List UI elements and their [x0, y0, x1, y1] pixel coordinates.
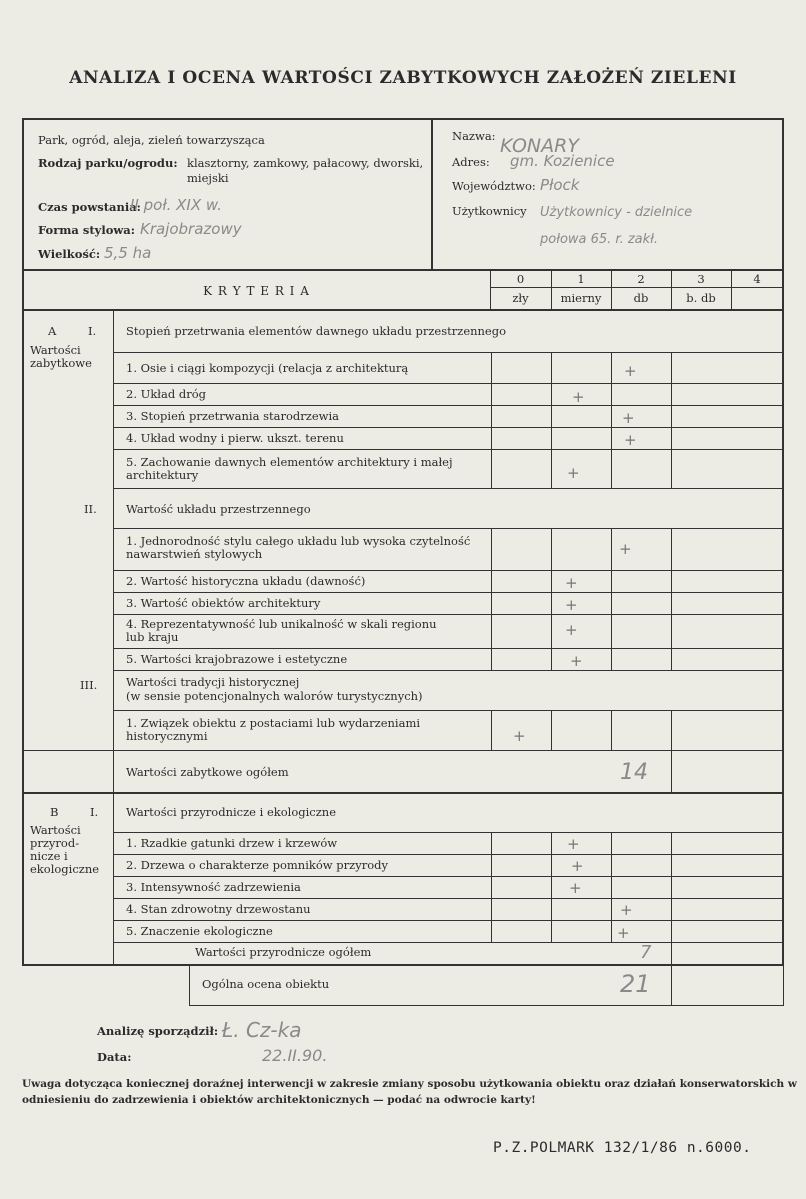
section-a-g3-title-2: (w sensie potencjonalnych walorów turystycznych) — [126, 689, 423, 703]
name-label: Nazwa: — [452, 129, 496, 143]
tick-mark: + — [571, 857, 584, 875]
park-kind-options-2: miejski — [187, 171, 229, 185]
score-4: 4 — [753, 272, 761, 286]
tick-mark: + — [569, 879, 582, 897]
section-a-name-1: Wartości — [30, 343, 81, 357]
tick-mark: + — [617, 924, 630, 942]
tick-mark: + — [619, 540, 632, 558]
a3-item-1: 1. Związek obiektu z postaciami lub wydarzeniami historycznymi — [126, 716, 421, 743]
a1-item-3: 3. Stopień przetrwania starodrzewia — [126, 409, 339, 423]
tick-mark: + — [565, 574, 578, 592]
grade-3: b. db — [686, 291, 716, 305]
section-a-letter: A — [48, 324, 57, 338]
users-value-2: połowa 65. r. zakł. — [540, 232, 659, 247]
b1-item-3: 3. Intensywność zadrzewienia — [126, 880, 301, 894]
style-label: Forma stylowa: — [38, 223, 135, 237]
section-a-name-2: zabytkowe — [30, 356, 92, 370]
tick-mark: + — [565, 621, 578, 639]
section-b-name-1: Wartości — [30, 823, 81, 837]
b1-item-5: 5. Znaczenie ekologiczne — [126, 924, 273, 938]
a1-item-1: 1. Osie i ciągi kompozycji (relacja z architekturą — [126, 361, 409, 375]
tick-mark: + — [624, 431, 637, 449]
score-1: 1 — [577, 272, 585, 286]
b1-item-2: 2. Drzewa o charakterze pomników przyrody — [126, 858, 388, 872]
section-a-g2-num: II. — [84, 502, 97, 516]
section-b-letter: B — [50, 805, 59, 819]
grade-0: zły — [512, 291, 529, 305]
prepared-label: Analizę sporządził: — [97, 1024, 219, 1038]
park-type-label: Park, ogród, aleja, zieleń towarzysząca — [38, 133, 265, 147]
size-value: 5,5 ha — [104, 244, 152, 262]
b-total-value: 7 — [640, 942, 652, 963]
a-total-label: Wartości zabytkowe ogółem — [126, 765, 289, 779]
criteria-label: K R Y T E R I A — [203, 284, 310, 298]
b1-item-1: 1. Rzadkie gatunki drzew i krzewów — [126, 836, 338, 850]
a-total-value: 14 — [620, 760, 648, 785]
address-value: gm. Kozienice — [510, 152, 615, 170]
tick-mark: + — [513, 727, 526, 745]
score-0: 0 — [516, 272, 525, 286]
form-title: ANALIZA I OCENA WARTOŚCI ZABYTKOWYCH ZAŁOŻEŃ ZIELENI — [69, 68, 737, 88]
section-a-g3-title-1: Wartości tradycji historycznej — [126, 675, 300, 689]
section-a-g1-num: I. — [88, 324, 97, 338]
a2-item-5: 5. Wartości krajobrazowe i estetyczne — [126, 652, 348, 666]
a2-item-1: 1. Jednorodność stylu całego układu lub wysoka czytelność nawarstwień stylowych — [126, 534, 471, 561]
address-label: Adres: — [452, 155, 490, 169]
date-label: Data: — [97, 1050, 132, 1064]
section-a-g2-title: Wartość układu przestrzennego — [126, 502, 311, 516]
section-b-name-4: ekologiczne — [30, 862, 100, 876]
overall-value: 21 — [620, 970, 651, 998]
tick-mark: + — [624, 362, 637, 380]
a1-item-5: 5. Zachowanie dawnych elementów architektury i małej architektury — [126, 455, 453, 482]
overall-label: Ogólna ocena obiektu — [202, 977, 330, 991]
park-kind-options-1: klasztorny, zamkowy, pałacowy, dworski, — [187, 156, 424, 170]
name-value: KONARY — [500, 135, 579, 157]
size-label: Wielkość: — [38, 247, 101, 261]
footer-note: Uwaga dotycząca koniecznej doraźnej interwencji w zakresie zmiany sposobu użytkowania obiektu oraz działań konserwatorskich w odniesieniu do zadrzewienia i obiektów architektonicznych — podać na odwrocie karty! — [22, 1078, 797, 1106]
a2-item-2: 2. Wartość historyczna układu (dawność) — [126, 574, 366, 588]
tick-mark: + — [622, 409, 635, 427]
voivodeship-value: Płock — [540, 176, 580, 194]
a1-item-4: 4. Układ wodny i pierw. ukszt. terenu — [126, 431, 344, 445]
tick-mark: + — [567, 464, 580, 482]
score-2: 2 — [637, 272, 645, 286]
a2-item-4: 4. Reprezentatywność lub unikalność w skali regionu lub kraju — [126, 617, 437, 644]
tick-mark: + — [570, 652, 583, 670]
date-value: 22.II.90. — [262, 1046, 328, 1065]
users-label: Użytkownicy — [452, 204, 527, 218]
section-b-g1-num: I. — [90, 805, 99, 819]
tick-mark: + — [567, 835, 580, 853]
era-value: II poł. XIX w. — [130, 196, 222, 214]
style-value: Krajobrazowy — [140, 220, 242, 238]
park-kind-label: Rodzaj parku/ogrodu: — [38, 156, 178, 170]
prepared-signature: Ł. Cz-ka — [222, 1018, 302, 1042]
a2-item-3: 3. Wartość obiektów architektury — [126, 596, 321, 610]
b1-item-4: 4. Stan zdrowotny drzewostanu — [126, 902, 311, 916]
grade-1: mierny — [560, 291, 602, 305]
grade-2: db — [633, 291, 649, 305]
era-label: Czas powstania: — [38, 200, 141, 214]
section-a-g1-title: Stopień przetrwania elementów dawnego układu przestrzennego — [126, 324, 507, 338]
section-b-g1-title: Wartości przyrodnicze i ekologiczne — [126, 805, 337, 819]
print-code: P.Z.POLMARK 132/1/86 n.6000. — [493, 1140, 752, 1156]
section-a-g3-num: III. — [80, 678, 98, 692]
section-b-name-2: przyrod- — [30, 836, 80, 850]
voivodeship-label: Województwo: — [452, 179, 536, 193]
tick-mark: + — [565, 596, 578, 614]
a1-item-2: 2. Układ dróg — [126, 387, 207, 401]
tick-mark: + — [572, 388, 585, 406]
score-3: 3 — [697, 272, 705, 286]
users-value-1: Użytkownicy - dzielnice — [540, 205, 693, 220]
section-b-name-3: nicze i — [30, 849, 68, 863]
b-total-label: Wartości przyrodnicze ogółem — [195, 945, 372, 959]
tick-mark: + — [620, 901, 633, 919]
